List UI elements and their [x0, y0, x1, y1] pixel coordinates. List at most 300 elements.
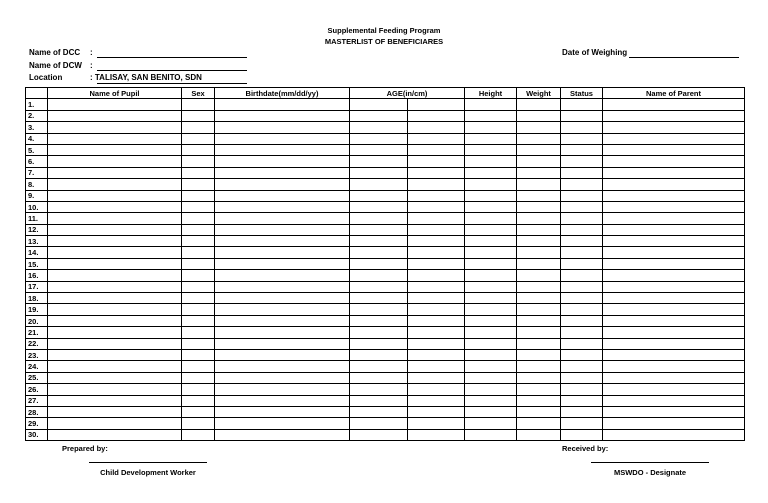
cell-status[interactable] — [561, 281, 603, 292]
cell-name-of-pupil[interactable] — [48, 304, 182, 315]
table-row — [26, 156, 745, 167]
cell-status[interactable] — [561, 110, 603, 121]
cell-name-of-pupil[interactable] — [48, 179, 182, 190]
cell-status[interactable] — [561, 190, 603, 201]
cell-name-of-pupil[interactable] — [48, 99, 182, 110]
cell-sex[interactable] — [182, 293, 215, 304]
dcw-blank-line[interactable] — [97, 70, 247, 71]
cell-birthdate[interactable] — [215, 258, 350, 269]
cell-name-of-pupil[interactable] — [48, 190, 182, 201]
cell-name-of-parent[interactable] — [603, 156, 745, 167]
cell-weight[interactable] — [517, 179, 561, 190]
cell-height[interactable] — [465, 327, 517, 338]
cell-name-of-pupil[interactable] — [48, 270, 182, 281]
cell-age-months[interactable] — [408, 201, 465, 212]
cell-weight[interactable] — [517, 418, 561, 429]
cell-weight[interactable] — [517, 224, 561, 235]
cell-age-months[interactable] — [408, 133, 465, 144]
cell-age-months[interactable] — [408, 270, 465, 281]
cell-name-of-pupil[interactable] — [48, 293, 182, 304]
cell-height[interactable] — [465, 110, 517, 121]
cell-sex[interactable] — [182, 304, 215, 315]
cell-birthdate[interactable] — [215, 338, 350, 349]
cell-weight[interactable] — [517, 247, 561, 258]
cell-name-of-pupil[interactable] — [48, 247, 182, 258]
cell-age-months[interactable] — [408, 304, 465, 315]
cell-sex[interactable] — [182, 144, 215, 155]
cell-birthdate[interactable] — [215, 395, 350, 406]
cell-name-of-parent[interactable] — [603, 361, 745, 372]
cell-status[interactable] — [561, 361, 603, 372]
cell-weight[interactable] — [517, 349, 561, 360]
cell-name-of-parent[interactable] — [603, 418, 745, 429]
cell-height[interactable] — [465, 190, 517, 201]
cell-birthdate[interactable] — [215, 167, 350, 178]
cell-height[interactable] — [465, 99, 517, 110]
beneficiaries-table — [25, 87, 745, 441]
cell-name-of-pupil[interactable] — [48, 281, 182, 292]
cell-status[interactable] — [561, 156, 603, 167]
cell-sex[interactable] — [182, 372, 215, 383]
cell-age-years[interactable] — [350, 418, 408, 429]
cell-status[interactable] — [561, 315, 603, 326]
cell-weight[interactable] — [517, 361, 561, 372]
cell-age-months[interactable] — [408, 281, 465, 292]
cell-age-years[interactable] — [350, 258, 408, 269]
cell-age-years[interactable] — [350, 122, 408, 133]
cell-name-of-parent[interactable] — [603, 247, 745, 258]
cell-birthdate[interactable] — [215, 224, 350, 235]
cell-weight[interactable] — [517, 395, 561, 406]
cell-name-of-parent[interactable] — [603, 201, 745, 212]
cell-age-months[interactable] — [408, 338, 465, 349]
cell-age-years[interactable] — [350, 156, 408, 167]
cell-sex[interactable] — [182, 384, 215, 395]
cell-birthdate[interactable] — [215, 349, 350, 360]
cell-age-years[interactable] — [350, 338, 408, 349]
table-row — [26, 361, 745, 372]
cell-weight[interactable] — [517, 372, 561, 383]
cell-sex[interactable] — [182, 338, 215, 349]
cell-age-years[interactable] — [350, 395, 408, 406]
cell-weight[interactable] — [517, 270, 561, 281]
cell-name-of-pupil[interactable] — [48, 418, 182, 429]
header-name-of-parent: Name of Parent — [603, 88, 745, 99]
cell-weight[interactable] — [517, 338, 561, 349]
cell-sex[interactable] — [182, 201, 215, 212]
cell-name-of-parent[interactable] — [603, 349, 745, 360]
cell-name-of-pupil[interactable] — [48, 201, 182, 212]
cell-height[interactable] — [465, 122, 517, 133]
cell-name-of-parent[interactable] — [603, 327, 745, 338]
cell-sex[interactable] — [182, 110, 215, 121]
cell-age-months[interactable] — [408, 179, 465, 190]
cell-age-years[interactable] — [350, 167, 408, 178]
row-number: 24. — [26, 361, 48, 372]
row-number: 9. — [26, 190, 48, 201]
cell-height[interactable] — [465, 224, 517, 235]
cell-name-of-parent[interactable] — [603, 224, 745, 235]
cell-height[interactable] — [465, 133, 517, 144]
cell-birthdate[interactable] — [215, 201, 350, 212]
cell-height[interactable] — [465, 144, 517, 155]
cell-height[interactable] — [465, 293, 517, 304]
cell-birthdate[interactable] — [215, 384, 350, 395]
dcc-blank-line[interactable] — [97, 57, 247, 58]
cell-birthdate[interactable] — [215, 213, 350, 224]
cell-name-of-pupil[interactable] — [48, 327, 182, 338]
cell-age-months[interactable] — [408, 156, 465, 167]
cell-name-of-pupil[interactable] — [48, 361, 182, 372]
cell-age-years[interactable] — [350, 99, 408, 110]
cell-name-of-parent[interactable] — [603, 304, 745, 315]
cell-birthdate[interactable] — [215, 270, 350, 281]
cell-age-years[interactable] — [350, 201, 408, 212]
cell-name-of-pupil[interactable] — [48, 349, 182, 360]
cell-name-of-parent[interactable] — [603, 236, 745, 247]
cell-sex[interactable] — [182, 247, 215, 258]
cell-birthdate[interactable] — [215, 281, 350, 292]
cell-weight[interactable] — [517, 327, 561, 338]
cell-birthdate[interactable] — [215, 293, 350, 304]
cell-height[interactable] — [465, 179, 517, 190]
cell-name-of-parent[interactable] — [603, 110, 745, 121]
cell-weight[interactable] — [517, 406, 561, 417]
cell-height[interactable] — [465, 395, 517, 406]
cell-birthdate[interactable] — [215, 190, 350, 201]
cell-age-years[interactable] — [350, 361, 408, 372]
cell-weight[interactable] — [517, 281, 561, 292]
cell-birthdate[interactable] — [215, 372, 350, 383]
cell-age-years[interactable] — [350, 315, 408, 326]
cell-age-months[interactable] — [408, 110, 465, 121]
cell-age-months[interactable] — [408, 236, 465, 247]
cell-age-months[interactable] — [408, 167, 465, 178]
cell-name-of-pupil[interactable] — [48, 338, 182, 349]
cell-age-years[interactable] — [350, 270, 408, 281]
cell-height[interactable] — [465, 315, 517, 326]
cell-name-of-pupil[interactable] — [48, 213, 182, 224]
cell-birthdate[interactable] — [215, 122, 350, 133]
cell-name-of-parent[interactable] — [603, 406, 745, 417]
cell-name-of-parent[interactable] — [603, 395, 745, 406]
cell-birthdate[interactable] — [215, 361, 350, 372]
row-number: 4. — [26, 133, 48, 144]
cell-status[interactable] — [561, 122, 603, 133]
cell-age-months[interactable] — [408, 418, 465, 429]
cell-name-of-parent[interactable] — [603, 384, 745, 395]
table-row — [26, 236, 745, 247]
cell-age-years[interactable] — [350, 213, 408, 224]
cell-status[interactable] — [561, 293, 603, 304]
cell-name-of-parent[interactable] — [603, 144, 745, 155]
cell-birthdate[interactable] — [215, 179, 350, 190]
cell-status[interactable] — [561, 270, 603, 281]
table-row — [26, 224, 745, 235]
preparer-signature-line[interactable] — [89, 462, 207, 463]
cell-height[interactable] — [465, 167, 517, 178]
cell-weight[interactable] — [517, 190, 561, 201]
cell-sex[interactable] — [182, 349, 215, 360]
cell-sex[interactable] — [182, 224, 215, 235]
cell-name-of-pupil[interactable] — [48, 384, 182, 395]
cell-name-of-parent[interactable] — [603, 190, 745, 201]
cell-age-months[interactable] — [408, 247, 465, 258]
cell-birthdate[interactable] — [215, 429, 350, 440]
cell-name-of-pupil[interactable] — [48, 133, 182, 144]
cell-sex[interactable] — [182, 418, 215, 429]
cell-height[interactable] — [465, 418, 517, 429]
cell-name-of-parent[interactable] — [603, 281, 745, 292]
table-row — [26, 133, 745, 144]
cell-status[interactable] — [561, 179, 603, 190]
cell-age-years[interactable] — [350, 179, 408, 190]
cell-status[interactable] — [561, 338, 603, 349]
cell-sex[interactable] — [182, 406, 215, 417]
cell-status[interactable] — [561, 372, 603, 383]
cell-birthdate[interactable] — [215, 247, 350, 258]
cell-height[interactable] — [465, 384, 517, 395]
cell-birthdate[interactable] — [215, 236, 350, 247]
cell-age-years[interactable] — [350, 236, 408, 247]
cell-status[interactable] — [561, 213, 603, 224]
cell-name-of-pupil[interactable] — [48, 167, 182, 178]
cell-age-months[interactable] — [408, 384, 465, 395]
cell-name-of-pupil[interactable] — [48, 144, 182, 155]
cell-status[interactable] — [561, 304, 603, 315]
cell-sex[interactable] — [182, 281, 215, 292]
cell-sex[interactable] — [182, 122, 215, 133]
cell-sex[interactable] — [182, 167, 215, 178]
cell-name-of-parent[interactable] — [603, 270, 745, 281]
cell-birthdate[interactable] — [215, 99, 350, 110]
table-row — [26, 304, 745, 315]
cell-age-months[interactable] — [408, 395, 465, 406]
cell-name-of-pupil[interactable] — [48, 315, 182, 326]
cell-sex[interactable] — [182, 361, 215, 372]
cell-name-of-pupil[interactable] — [48, 236, 182, 247]
cell-height[interactable] — [465, 247, 517, 258]
cell-status[interactable] — [561, 224, 603, 235]
cell-birthdate[interactable] — [215, 144, 350, 155]
cell-age-months[interactable] — [408, 372, 465, 383]
cell-age-months[interactable] — [408, 349, 465, 360]
cell-height[interactable] — [465, 361, 517, 372]
cell-age-years[interactable] — [350, 406, 408, 417]
cell-status[interactable] — [561, 429, 603, 440]
cell-status[interactable] — [561, 144, 603, 155]
cell-birthdate[interactable] — [215, 315, 350, 326]
cell-name-of-parent[interactable] — [603, 258, 745, 269]
cell-name-of-pupil[interactable] — [48, 110, 182, 121]
cell-status[interactable] — [561, 247, 603, 258]
cell-status[interactable] — [561, 406, 603, 417]
table-row — [26, 99, 745, 110]
cell-name-of-parent[interactable] — [603, 429, 745, 440]
cell-age-years[interactable] — [350, 304, 408, 315]
cell-name-of-pupil[interactable] — [48, 406, 182, 417]
cell-age-months[interactable] — [408, 224, 465, 235]
cell-name-of-pupil[interactable] — [48, 224, 182, 235]
cell-weight[interactable] — [517, 258, 561, 269]
cell-name-of-parent[interactable] — [603, 213, 745, 224]
cell-sex[interactable] — [182, 236, 215, 247]
cell-weight[interactable] — [517, 304, 561, 315]
cell-name-of-pupil[interactable] — [48, 122, 182, 133]
cell-age-months[interactable] — [408, 122, 465, 133]
cell-age-months[interactable] — [408, 144, 465, 155]
cell-height[interactable] — [465, 213, 517, 224]
table-row — [26, 418, 745, 429]
cell-height[interactable] — [465, 281, 517, 292]
cell-age-years[interactable] — [350, 281, 408, 292]
cell-height[interactable] — [465, 156, 517, 167]
row-number: 23. — [26, 349, 48, 360]
cell-name-of-parent[interactable] — [603, 179, 745, 190]
cell-status[interactable] — [561, 99, 603, 110]
cell-sex[interactable] — [182, 213, 215, 224]
cell-name-of-pupil[interactable] — [48, 156, 182, 167]
cell-birthdate[interactable] — [215, 406, 350, 417]
cell-name-of-pupil[interactable] — [48, 395, 182, 406]
cell-sex[interactable] — [182, 315, 215, 326]
row-number: 16. — [26, 270, 48, 281]
cell-status[interactable] — [561, 418, 603, 429]
cell-age-months[interactable] — [408, 258, 465, 269]
cell-name-of-parent[interactable] — [603, 99, 745, 110]
cell-birthdate[interactable] — [215, 156, 350, 167]
cell-name-of-pupil[interactable] — [48, 429, 182, 440]
cell-age-years[interactable] — [350, 144, 408, 155]
weighing-date-label: Date of Weighing — [562, 48, 628, 57]
cell-weight[interactable] — [517, 99, 561, 110]
cell-age-years[interactable] — [350, 133, 408, 144]
row-number: 25. — [26, 372, 48, 383]
cell-height[interactable] — [465, 429, 517, 440]
cell-birthdate[interactable] — [215, 133, 350, 144]
cell-status[interactable] — [561, 384, 603, 395]
cell-weight[interactable] — [517, 293, 561, 304]
cell-age-years[interactable] — [350, 429, 408, 440]
cell-weight[interactable] — [517, 122, 561, 133]
cell-sex[interactable] — [182, 179, 215, 190]
cell-age-years[interactable] — [350, 110, 408, 121]
cell-age-months[interactable] — [408, 406, 465, 417]
cell-height[interactable] — [465, 372, 517, 383]
cell-age-months[interactable] — [408, 190, 465, 201]
cell-age-years[interactable] — [350, 293, 408, 304]
cell-age-months[interactable] — [408, 293, 465, 304]
cell-birthdate[interactable] — [215, 110, 350, 121]
row-number: 2. — [26, 110, 48, 121]
cell-weight[interactable] — [517, 429, 561, 440]
cell-status[interactable] — [561, 327, 603, 338]
cell-height[interactable] — [465, 304, 517, 315]
cell-age-years[interactable] — [350, 224, 408, 235]
cell-weight[interactable] — [517, 201, 561, 212]
cell-name-of-parent[interactable] — [603, 167, 745, 178]
cell-sex[interactable] — [182, 327, 215, 338]
cell-name-of-parent[interactable] — [603, 122, 745, 133]
table-row — [26, 338, 745, 349]
cell-age-years[interactable] — [350, 372, 408, 383]
receiver-signature-line[interactable] — [591, 462, 709, 463]
cell-weight[interactable] — [517, 133, 561, 144]
cell-birthdate[interactable] — [215, 304, 350, 315]
cell-weight[interactable] — [517, 213, 561, 224]
cell-name-of-parent[interactable] — [603, 293, 745, 304]
dcw-label: Name of DCW — [29, 61, 82, 70]
cell-weight[interactable] — [517, 236, 561, 247]
cell-height[interactable] — [465, 349, 517, 360]
cell-height[interactable] — [465, 201, 517, 212]
cell-sex[interactable] — [182, 270, 215, 281]
cell-sex[interactable] — [182, 429, 215, 440]
cell-sex[interactable] — [182, 156, 215, 167]
cell-weight[interactable] — [517, 144, 561, 155]
cell-age-months[interactable] — [408, 99, 465, 110]
cell-age-months[interactable] — [408, 429, 465, 440]
cell-status[interactable] — [561, 395, 603, 406]
cell-height[interactable] — [465, 236, 517, 247]
cell-age-years[interactable] — [350, 349, 408, 360]
cell-status[interactable] — [561, 236, 603, 247]
row-number: 17. — [26, 281, 48, 292]
cell-status[interactable] — [561, 349, 603, 360]
cell-name-of-parent[interactable] — [603, 338, 745, 349]
cell-status[interactable] — [561, 167, 603, 178]
cell-name-of-pupil[interactable] — [48, 372, 182, 383]
cell-birthdate[interactable] — [215, 327, 350, 338]
cell-height[interactable] — [465, 270, 517, 281]
cell-height[interactable] — [465, 258, 517, 269]
cell-sex[interactable] — [182, 258, 215, 269]
cell-name-of-parent[interactable] — [603, 372, 745, 383]
row-number: 13. — [26, 236, 48, 247]
cell-sex[interactable] — [182, 133, 215, 144]
cell-weight[interactable] — [517, 167, 561, 178]
row-number: 30. — [26, 429, 48, 440]
cell-birthdate[interactable] — [215, 418, 350, 429]
cell-age-years[interactable] — [350, 190, 408, 201]
cell-weight[interactable] — [517, 156, 561, 167]
cell-name-of-parent[interactable] — [603, 133, 745, 144]
cell-age-years[interactable] — [350, 247, 408, 258]
cell-height[interactable] — [465, 338, 517, 349]
cell-age-months[interactable] — [408, 327, 465, 338]
cell-name-of-parent[interactable] — [603, 315, 745, 326]
cell-age-years[interactable] — [350, 384, 408, 395]
header-weight: Weight — [517, 88, 561, 99]
cell-age-months[interactable] — [408, 213, 465, 224]
header-age: AGE(in/cm) — [350, 88, 465, 99]
weighing-date-blank-line[interactable] — [629, 57, 739, 58]
cell-weight[interactable] — [517, 384, 561, 395]
cell-sex[interactable] — [182, 99, 215, 110]
cell-status[interactable] — [561, 133, 603, 144]
cell-weight[interactable] — [517, 110, 561, 121]
cell-status[interactable] — [561, 258, 603, 269]
cell-height[interactable] — [465, 406, 517, 417]
cell-age-months[interactable] — [408, 361, 465, 372]
cell-sex[interactable] — [182, 190, 215, 201]
cell-name-of-pupil[interactable] — [48, 258, 182, 269]
cell-age-years[interactable] — [350, 327, 408, 338]
cell-status[interactable] — [561, 201, 603, 212]
cell-sex[interactable] — [182, 395, 215, 406]
cell-weight[interactable] — [517, 315, 561, 326]
cell-age-months[interactable] — [408, 315, 465, 326]
